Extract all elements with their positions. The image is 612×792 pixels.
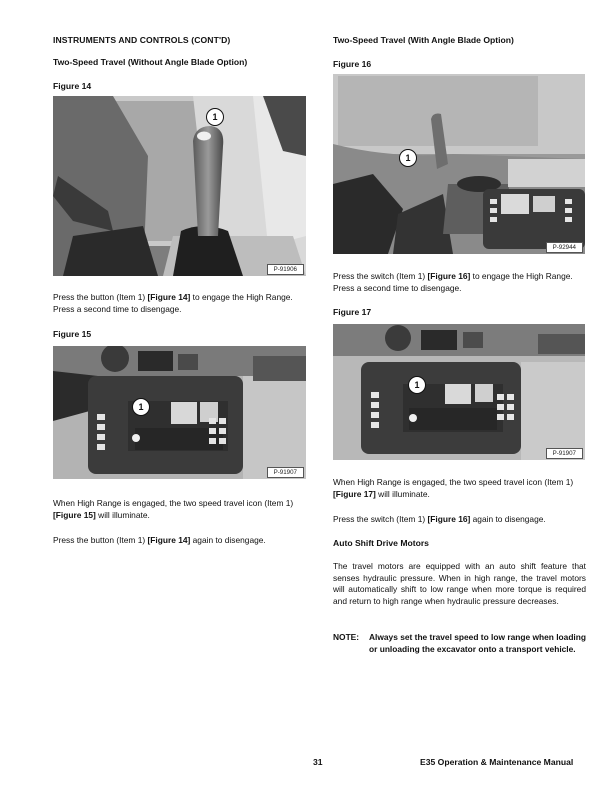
figure-16-photo	[333, 74, 585, 254]
auto-shift-heading: Auto Shift Drive Motors	[333, 538, 429, 548]
note-label: NOTE:	[333, 632, 360, 642]
note-text: Always set the travel speed to low range when loading or unloading the excavator onto a transport vehicle.	[369, 632, 586, 654]
right-para-2: When High Range is engaged, the two speed travel icon (Item 1) [Figure 17] will illuminate.	[333, 477, 574, 499]
manual-title: E35 Operation & Maintenance Manual	[420, 757, 574, 767]
right-heading: Two-Speed Travel (With Angle Blade Option)	[333, 35, 514, 45]
figure-16-callout: 1	[399, 149, 417, 167]
figure-14-callout: 1	[206, 108, 224, 126]
figure-16-photo-id: P-92944	[546, 242, 583, 253]
figure-15-label: Figure 15	[53, 329, 92, 339]
figure-15-photo-id: P-91907	[267, 467, 304, 478]
figure-16-label: Figure 16	[333, 59, 372, 69]
figure-17-callout: 1	[408, 376, 426, 394]
section-title: INSTRUMENTS AND CONTROLS (CONT'D)	[53, 35, 231, 45]
left-heading: Two-Speed Travel (Without Angle Blade Option)	[53, 57, 248, 67]
figure-15-photo	[53, 346, 306, 479]
figure-17-photo	[333, 324, 585, 460]
left-para-1: Press the button (Item 1) [Figure 14] to engage the High Range. Press a second time to disengage.	[53, 292, 293, 314]
page-number: 31	[313, 757, 323, 767]
note	[333, 632, 586, 655]
figure-14-photo	[53, 96, 306, 276]
figure-14-photo-id: P-91906	[267, 264, 304, 275]
figure-14-label: Figure 14	[53, 81, 92, 91]
figure-17-label: Figure 17	[333, 307, 372, 317]
left-para-3: Press the button (Item 1) [Figure 14] again to disengage.	[53, 535, 266, 545]
right-para-3: Press the switch (Item 1) [Figure 16] again to disengage.	[333, 514, 546, 524]
figure-17-photo-id: P-91907	[546, 448, 583, 459]
auto-shift-body: The travel motors are equipped with an auto shift feature that senses hydraulic pressure. When in high range, the travel motors will automatically shift to low range when more torque is required and return to high range when hydraulic pressure decreases.	[333, 561, 586, 606]
left-para-2: When High Range is engaged, the two speed travel icon (Item 1) [Figure 15] will illuminate.	[53, 498, 294, 520]
figure-15-callout: 1	[132, 398, 150, 416]
right-para-1: Press the switch (Item 1) [Figure 16] to engage the High Range. Press a second time to disengage.	[333, 271, 573, 293]
